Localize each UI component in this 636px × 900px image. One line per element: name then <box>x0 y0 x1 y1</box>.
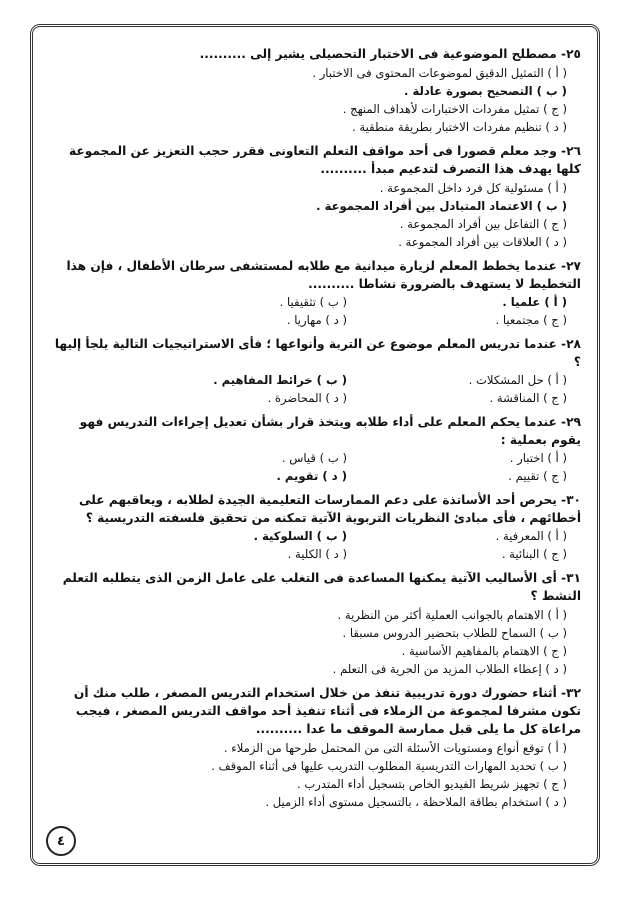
question-text: ٢٨- عندما تدريس المعلم موضوع عن التربة وأنواعها ؛ فأى الاستراتيجيات التالية يلجأ إليها ؟ <box>54 337 581 369</box>
answer-option: ( ب ) تحديد المهارات التدريسية المطلوب التدريب عليها فى أثناء الموقف . <box>211 759 567 773</box>
answer-option: ( ب ) السلوكية . <box>253 529 347 543</box>
question-block <box>53 569 581 678</box>
question-block <box>53 257 581 329</box>
answer-option: ( ب ) التصحيح بصورة عادلة . <box>404 84 567 98</box>
answer-option: ( د ) تنظيم مفردات الاختبار بطريقة منطقية . <box>352 120 567 134</box>
answer-option: ( أ ) علميا . <box>502 295 567 309</box>
option-grid <box>53 449 581 485</box>
answer-option: ( أ ) التمثيل الدقيق لموضوعات المحتوى فى الاختبار . <box>312 66 567 80</box>
question-block <box>53 45 581 136</box>
answer-option: ( ج ) تمثيل مفردات الاختبارات لأهداف المنهج . <box>342 102 567 116</box>
question-text: ٣٢- أثناء حضورك دورة تدريبية تنفذ من خلال استخدام التدريس المصغر ، طلب منك أن تكون مشرفا لمجموعة من الزملاء فى أثناء تنفيذ أحد مواقف التدريس المصغر ، فيجب مراعاة كل ما يلى قبل ممارسة الموقف ما عدا .......... <box>73 686 581 736</box>
answer-option: ( ج ) المناقشة . <box>489 391 567 405</box>
answer-option: ( أ ) توقع أنواع ومستويات الأسئلة التى من المحتمل طرحها من الزملاء . <box>223 741 567 755</box>
question-text: ٢٧- عندما يخطط المعلم لزيارة ميدانية مع طلابه لمستشفى سرطان الأطفال ، فإن هذا التخطيط لا يستهدف بالضرورة نشاطا .......... <box>66 259 581 291</box>
answer-option: ( د ) العلاقات بين أفراد المجموعة . <box>398 235 567 249</box>
question-list <box>53 45 581 811</box>
question-text: ٢٥- مصطلح الموضوعية فى الاختبار التحصيلى يشير إلى .......... <box>199 47 581 61</box>
question-block <box>53 413 581 485</box>
question-block <box>53 335 581 407</box>
answer-option: ( ب ) تثقيفيا . <box>279 295 347 309</box>
option-grid <box>53 371 581 407</box>
option-list <box>53 606 581 678</box>
option-list <box>53 739 581 811</box>
answer-option: ( د ) الكلية . <box>287 547 347 561</box>
answer-option: ( د ) إعطاء الطلاب المزيد من الحرية فى التعلم . <box>332 662 567 676</box>
answer-option: ( د ) تقويم . <box>276 469 347 483</box>
question-text: ٣١- أى الأساليب الآتية يمكنها المساعدة فى التغلب على عامل الزمن الذى يتطلبه التعلم النشط ؟ <box>62 571 581 603</box>
answer-option: ( ب ) السماح للطلاب بتحضير الدروس مسبقا . <box>342 626 567 640</box>
answer-option: ( ج ) البنائية . <box>501 547 567 561</box>
answer-option: ( أ ) المعرفية . <box>495 529 567 543</box>
answer-option: ( د ) استخدام بطاقة الملاحظة ، بالتسجيل مستوى أداء الزميل . <box>265 795 567 809</box>
option-list <box>53 179 581 251</box>
answer-option: ( أ ) حل المشكلات . <box>468 373 567 387</box>
answer-option: ( أ ) مسئولية كل فرد داخل المجموعة . <box>379 181 567 195</box>
answer-option: ( د ) مهاريا . <box>286 313 347 327</box>
question-block <box>53 491 581 563</box>
question-text: ٢٩- عندما يحكم المعلم على أداء طلابه ويتخذ قرار بشأن تعديل إجراءات التدريس فهو يقوم بعملية : <box>79 415 581 447</box>
page-number: ٤ <box>46 826 76 856</box>
answer-option: ( ج ) تجهيز شريط الفيديو الخاص بتسجيل أداء المتدرب . <box>296 777 567 791</box>
answer-option: ( ج ) تقييم . <box>508 469 567 483</box>
page-border <box>30 24 600 866</box>
answer-option: ( ب ) الاعتماد المتبادل بين أفراد المجموعة . <box>316 199 567 213</box>
answer-option: ( أ ) اختبار . <box>509 451 567 465</box>
answer-option: ( ج ) مجتمعيا . <box>495 313 567 327</box>
answer-option: ( ب ) خرائط المفاهيم . <box>213 373 347 387</box>
answer-option: ( ج ) الاهتمام بالمفاهيم الأساسية . <box>401 644 567 658</box>
question-block <box>53 142 581 251</box>
option-grid <box>53 293 581 329</box>
question-block <box>53 684 581 811</box>
answer-option: ( د ) المحاضرة . <box>267 391 347 405</box>
answer-option: ( ج ) التفاعل بين أفراد المجموعة . <box>399 217 567 231</box>
option-grid <box>53 527 581 563</box>
question-text: ٣٠- يحرص أحد الأساتذة على دعم الممارسات التعليمية الجيدة لطلابه ، ويعاقبهم على أخطائهم ، فأى مبادئ النظريات التربوية الآتية تمكنه من تحقيق فلسفته التدريسية ؟ <box>78 493 581 525</box>
question-text: ٢٦- وجد معلم قصورا فى أحد مواقف التعلم التعاونى فقرر حجب التعزيز عن المجموعة كلها يهدف هذا التصرف لتدعيم مبدأ .......... <box>69 144 581 176</box>
answer-option: ( ب ) قياس . <box>281 451 347 465</box>
answer-option: ( أ ) الاهتمام بالجوانب العملية أكثر من النظرية . <box>337 608 567 622</box>
option-list <box>53 64 581 136</box>
